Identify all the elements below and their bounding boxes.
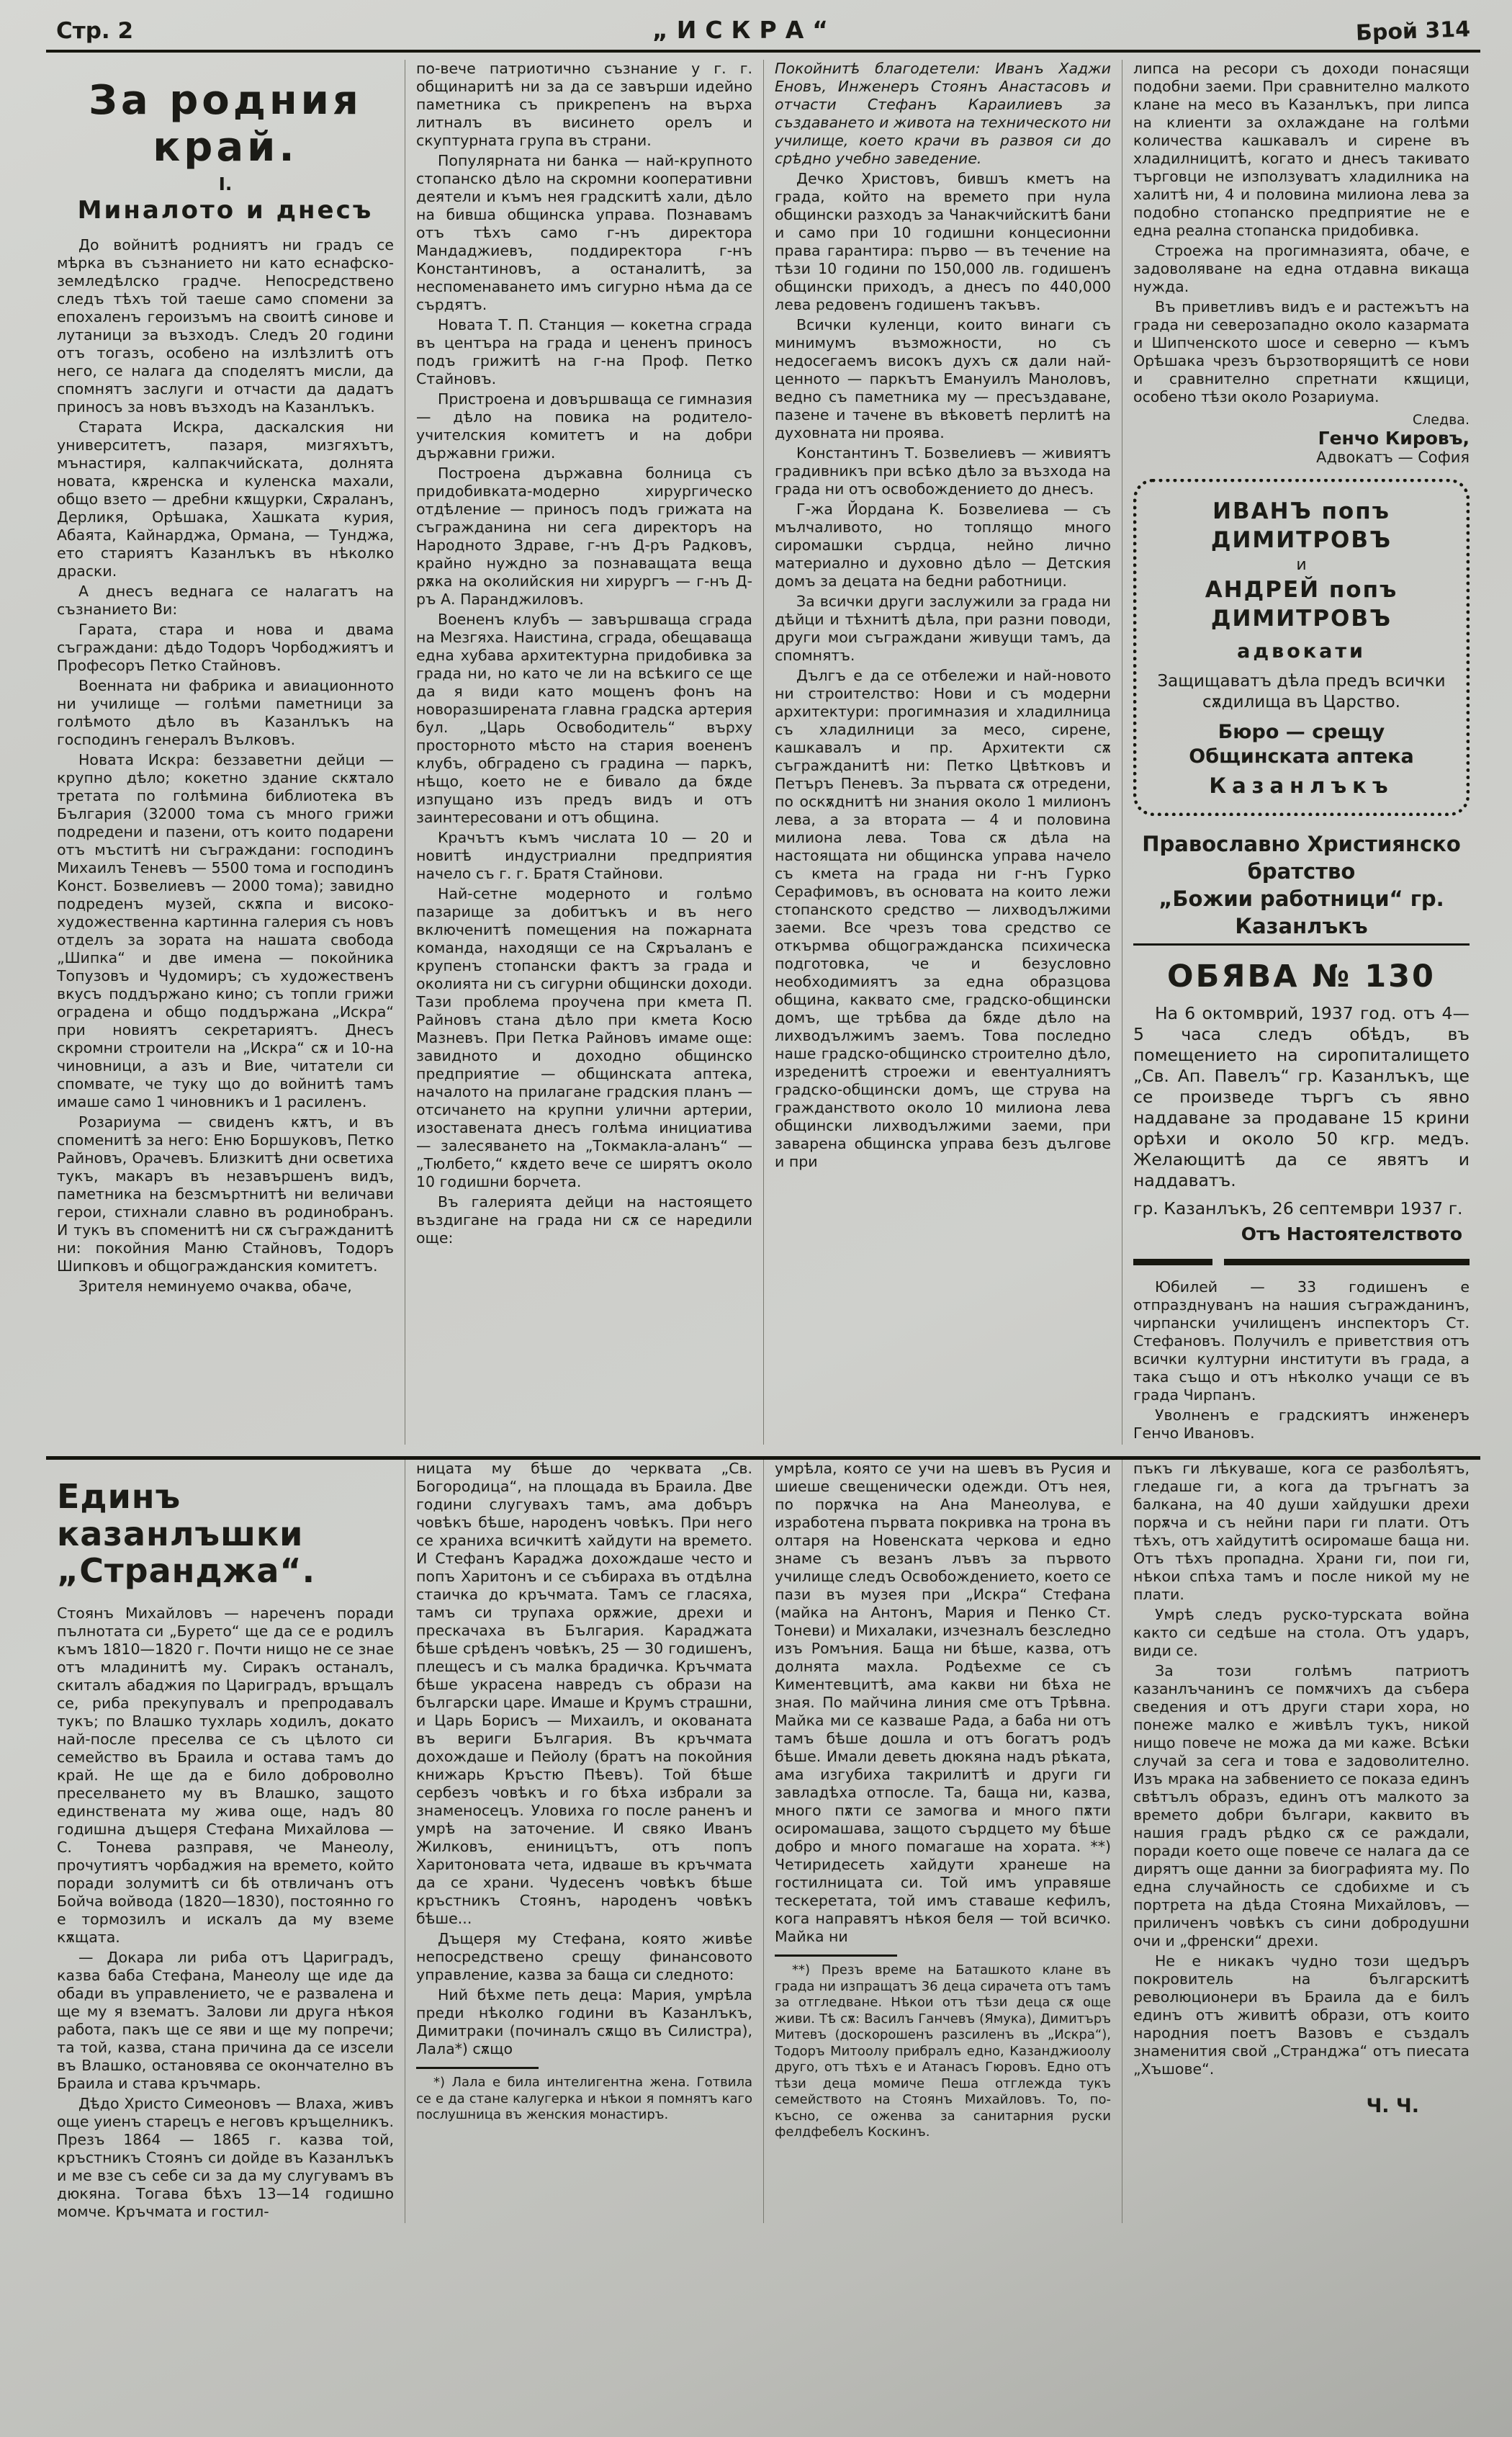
news-briefs [1133, 1278, 1470, 1442]
header-rule [46, 50, 1480, 53]
paragraph: Строежа на прогимназията, обаче, е задоволяване на една отдавна викаща нужда. [1133, 242, 1470, 295]
paragraph: За този голѣмъ патриотъ казанлъчанинъ се помѫчихъ да събера сведения и отъ други стари хора, но понеже малко е живѣлъ тукъ, никой нищо повече не можа да ми каже. Всѣки случай за сега и това е задоволително. Изъ мрака на забвението се показа единъ свѣтълъ образъ, единъ отъ малкото за времето добри българи, каквито въ нашия градъ рѣдко сѫ се раждали, поради което още повече се налага да се дирятъ още данни за биографията му. По една случайность се сдобихме и съ портрета на дѣда Стояна Михайловъ, — приличенъ човѣкъ съ сини добродушни очи и „френски“ дрехи. [1133, 1662, 1470, 1949]
footnote-separator-1 [416, 2067, 539, 2069]
article1-column3-text [775, 60, 1111, 1171]
paragraph: Константинъ Т. Бозвелиевъ — живиятъ градивникъ при всѣко дѣло за възхода на града ни отъ освобождението до днесъ. [775, 444, 1111, 498]
paragraph: Ний бѣхме петь деца: Мария, умрѣла преди нѣколко години въ Казанлъкъ, Димитраки (починалъ сѫщо въ Силистра), Лала*) сѫщо [416, 1986, 752, 2057]
ad-office-location: Бюро — срещу Общинската аптека [1189, 721, 1414, 768]
ad-services-text: Защищаватъ дѣла предъ всички сѫдилища въ Царство. [1157, 672, 1446, 712]
article1-signature [1133, 412, 1470, 466]
ad-profession-label: адвокати [1237, 640, 1366, 663]
announcement-title: ОБЯВА № 130 [1167, 959, 1436, 995]
brotherhood-line2: „Божии работници“ гр. Казанлъкъ [1158, 887, 1444, 938]
top-article-column-4 [1122, 60, 1480, 1445]
top-article-columns [46, 60, 1480, 1445]
paragraph: Умрѣ следъ руско-турската война както си седѣше на стола. Отъ ударъ, види се. [1133, 1606, 1470, 1659]
brotherhood-line1: Православно Християнско братство [1142, 832, 1461, 884]
article1-column4-text [1133, 60, 1470, 406]
paragraph: За всички други заслужили за града ни дѣйци и тѣхнитѣ дѣла, при разни поводи, други мои съграждани живущи тамъ, да спомнятъ. [775, 593, 1111, 664]
announcement-dateline: гр. Казанлъкъ, 26 септември 1937 г. [1133, 1198, 1463, 1218]
article1-part-number: I. [218, 174, 233, 194]
top-article-column-1 [46, 60, 405, 1445]
article2-column4-text [1133, 1460, 1470, 2115]
lawyers-advertisement-box [1133, 479, 1470, 816]
ad-lawyer-name-1: ИВАНЪ попъ ДИМИТРОВЪ [1210, 498, 1392, 553]
paragraph: Пристроена и довършваща се гимназия — дѣло на повика на родитело-учителския комитетъ и на добри държавни грижи. [416, 390, 752, 462]
paragraph: Стоянъ Михайловъ — нареченъ поради пълнотата си „Бурето“ ще да се е родилъ къмъ 1810—1820 г. Почти нищо не се знае отъ младинитѣ му. Сиракъ останалъ, скиталъ абаджия по Цариградъ, връщалъ се, риба прекупувалъ и препродавалъ тукъ; по Влашко тухларь ходилъ, докато най-после преселва се съ цѣлото си семейство въ Браила и остава тамъ до край. Не ще да е било доброволно преселването му въ Влашко, защото единствената му жива още, надъ 80 годишна дъщеря Стефана Михайлова — С. Тонева разправя, че Манеолу, прочутиятъ чорбаджия на времето, който поради золумитѣ си бѣ отвличанъ отъ Бойча войвода (1820—1830), постоянно го е тормозилъ и искалъ да му вземе кѫщата. [57, 1604, 394, 1946]
paragraph: Дъщеря му Стефана, която живѣе непосредствено срещу финансовото управление, казва за баща си следното: [416, 1930, 752, 1983]
paragraph: Г-жа Йордана К. Бозвелиева — съ мълчаливото, но топлящо много сиромашки сърдца, нейно лично материално и духовно дѣло — Детския домъ за децата на бедни работници. [775, 501, 1111, 590]
paragraph: по-вече патриотично съзнание у г. г. общинаритѣ ни за да се завърши идейно паметника съ прикрепенъ на върха литналъ въ висинето орелъ и скуптурната група въ страни. [416, 60, 752, 149]
paragraph: *) Лала е била интелигентна жена. Готвила се е да стане калугерка и нѣкои я помнятъ каго послушница въ женския монастиръ. [416, 2075, 752, 2122]
top-article-column-2 [405, 60, 763, 1445]
page-number-label: Стр. 2 [56, 18, 134, 44]
ad-lawyer-name-2: АНДРЕЙ попъ ДИМИТРОВЪ [1205, 577, 1398, 632]
announcement-block [1133, 959, 1470, 1244]
footnote-separator-2 [775, 1954, 897, 1957]
bottom-article-columns [46, 1460, 1480, 2223]
article2-column2-text [416, 1460, 752, 2058]
bottom-article-column-2 [405, 1460, 763, 2223]
announcement-body: На 6 октомврий, 1937 год. отъ 4—5 часа следъ обѣдъ, въ помещението на сиропиталището „Св. Ап. Павелъ“ гр. Казанлъкъ, ще се произведе търгъ съ явно наддаване за продаване 15 крини орѣхи и около 50 кгр. медъ. Желающитѣ да се явятъ и наддаватъ. [1133, 1003, 1470, 1190]
article1-column1-text [57, 236, 394, 1296]
paragraph: пъкъ ги лѣкуваше, кога се разболѣятъ, гледаше ги, а кога да тръгнатъ за балкана, на 40 души хайдушки дрехи порѫча и съ нейни пари ги плати. Отъ тѣхъ, отъ хайдутитѣ осиромаше баща ни. Отъ тѣхъ пропадна. Храни ги, пои ги, нѣкои спѣха тамъ и после никой му не плати. [1133, 1460, 1470, 1603]
to-be-continued-label: Следва. [1412, 412, 1470, 428]
paragraph: Гарата, стара и нова и двама съграждани: дѣдо Тодоръ Чорбоджиятъ и Професоръ Петко Стайновъ. [57, 621, 394, 674]
article1-column2-text [416, 60, 752, 1247]
paragraph: Уволненъ е градскиятъ инженеръ Генчо Ивановъ. [1133, 1406, 1470, 1442]
paragraph: До войнитѣ родниятъ ни градъ се мѣрка въ съзнанието ни като еснафско-земледѣлско градче. Непосредствено следъ тѣхъ той таеше само спомени за епохаленъ героизъмъ на своитѣ синове и лутаници за възходъ. Следъ 20 години отъ тогазъ, особено на излѣзлитѣ отъ него, се налага да споделятъ мисли, да спомнятъ заслуги и отчасти да дадатъ приносъ за новъ възходъ на Казанлъкъ. [57, 236, 394, 416]
paragraph: Воененъ клубъ — завършваща сграда на Мезгяха. Наистина, сграда, обещаваща една хубава архитектурна придобивка за града ни, но като че ли на всѣкиго се ще да я види като мощенъ фонъ на новоразширената главна градска артерия бул. „Царь Освободитель“ върху просторното мѣсто на стария воененъ клубъ, обградено съ градина — паркъ, нѣщо, което не е бивало да бѫде изпущано изъ предъ видъ и отъ заинтересовани и отъ община. [416, 611, 752, 826]
paragraph: **) Презъ време на Баташкото клане въ града ни изпращатъ 36 деца сирачета отъ тамъ за отгледване. Нѣкои отъ тѣзи деца сѫ още живи. Тѣ сѫ: Василъ Ганчевъ (Ямука), Димитъръ Митевъ (доскорошенъ разсиленъ въ „Искра“), Тодоръ Митоолу прибралъ едно, Казанджиоолу друго, отъ тѣхъ е и Атанасъ Гюровъ. Едно отъ тѣзи деца момиче Пеша отглежда тукъ семейството на Стоянъ Михайловъ. То, по-късно, се оженва за санитарния руски фелдфебелъ Коскинъ. [775, 1962, 1111, 2140]
ad-conjunction: и [1296, 556, 1307, 574]
paragraph: Всички куленци, които винаги съ минимумъ възможности, но съ недосегаемъ високъ духъ сѫ дали най-ценното — паркътъ Емануилъ Маноловъ, ведно съ паметника му — пресъздаване, пазене и тачене въ вѣковетѣ перлитѣ на духовната ни проява. [775, 316, 1111, 441]
article2-column1-text [57, 1605, 394, 2221]
article2-column3-text [775, 1460, 1111, 1946]
paragraph: Популярната ни банка — най-крупното стопанско дѣло на скромни кооперативни деятели и къмъ нея градскитѣ хали, дѣло на бивша общинска управа. Познавамъ отъ тѣхъ само г-нъ директора Мандаджиевъ, поддиректора г-нъ Константиновъ, а останалитѣ, за неспоменаването имъ сигурно нѣма да се сърдятъ. [416, 152, 752, 313]
article2-footnote-1 [416, 2075, 752, 2124]
article2-footnote-2 [775, 1962, 1111, 2141]
paragraph: Зрителя неминуемо очаква, обаче, [78, 1278, 352, 1295]
paragraph: Крачътъ къмъ числата 10 — 20 и новитѣ индустриални предприятия начело съ г. г. Братя Стайнови. [416, 829, 752, 882]
paragraph: Новата Т. П. Станция — кокетна сграда въ центъра на града и цененъ приносъ подъ грижитѣ на г-на Проф. Петко Стайновъ. [416, 316, 752, 387]
ad-city: Казанлъкъ [1209, 773, 1394, 798]
article2-title-line2: „Странджа“. [57, 1551, 316, 1591]
paragraph: Дѣдо Христо Симеоновъ — Влаха, живъ още уиенъ старецъ е неговъ кръщелникъ. Презъ 1864 — 1865 г. казва той, кръстникъ Стоянъ си дойде въ Казанлъкъ и ме взе съ себе си за да му слугувамъ въ дюкяна. Тогава бѣхъ 13—14 годишно момче. Кръчмата и гостил- [57, 2094, 394, 2220]
paragraph: Построена държавна болница съ придобивката-модерно хирургическо отдѣление — приносъ подъ грижата на съгражданина ни сега директоръ на Народното Здраве, г-нъ Д-ръ Радковъ, крайно нуждно за познаващата веща рѫка на околийския ни хирургъ — г-нъ Д-ръ А. Паранджиловъ. [416, 464, 752, 608]
bottom-article-column-4 [1122, 1460, 1480, 2223]
article1-title: За родния край. [89, 77, 362, 171]
issue-number-label: Брой 314 [1355, 17, 1471, 46]
paragraph: Дечко Христовъ, бившъ кметъ на града, който на времето при нула общински разходъ за Чанакчийскитѣ бани и само при 10 годишни концесионни права гарантира: първо — въ течение на тѣзи 10 години по 150,000 лв. годишенъ общински приходъ, а днесъ по 440,000 лева редовенъ годишенъ такъвъ. [775, 170, 1111, 313]
paragraph: А днесъ веднага се налагатъ на съзнанието Ви: [57, 583, 394, 618]
paragraph: Въ приветливъ видъ е и растежътъ на града ни северозападно около казармата и Шипченското шосе и северно — къмъ Орѣшака чрезъ бързотворящитѣ се нови и сравнително спретнати кѫщици, особено тѣзи около Розариума. [1133, 298, 1470, 405]
bottom-article-column-3 [763, 1460, 1122, 2223]
article2-title-line1: Единъ казанлъшки [57, 1477, 304, 1553]
paragraph: — Докара ли риба отъ Цариградъ, казва баба Стефана, Манеолу ще иде да обади въ управлението, че е развалена и ще му я взематъ. Залови ли друга нѣкоя работа, пакъ ще се яви и ще му попречи; та той, казва, стана причина да се изсели въ Влашко, остановява се окончателно въ Браила и става кръчмарь. [57, 1948, 394, 2092]
paragraph: Покойнитѣ благодетели: Иванъ Хаджи Еновъ, Инженеръ Стоянъ Анастасовъ и отчасти Стефанъ Караилиевъ за създаването и живота на техническото ни училище, което крачи въ развоя си до срѣдно учебно заведение. [775, 60, 1111, 167]
divider-bar-short [1133, 1259, 1212, 1265]
paragraph: ницата му бѣше до черквата „Св. Богородица“, на площада въ Браила. Две години слугувахъ тамъ, ама добъръ човѣкъ бѣше, народенъ човѣкъ. При него се храниха всичкитѣ хайдути на времето. И Стефанъ Караджа дохождаше често и попъ Харитонъ и се събираха въ отдѣлна стаичка до кръчмата. Тамъ се гласяха, тамъ си трупаха орѫжие, дрехи и прескачаха въ България. Караджата бѣше срѣденъ човѣкъ, 25 — 30 годишенъ, плещесъ и съ малка брадичка. Кръчмата бѣше украсена навредъ съ образи на български царе. Имаше и Крумъ страшни, и Царь Борисъ — Михаилъ, и окованата въ вериги България. Въ кръчмата дохождаше и Пейолу (братъ на покойния книжарь Кръстю Пѣевъ). Той бѣше сербезъ човѣкъ и го бѣха избрали за знаменосецъ. Уловиха го после раненъ и умрѣ на заточение. И свяко Иванъ Жилковъ, ениницътъ, отъ попъ Харитоновата чета, идваше въ кръчмата да се храни. Чудесенъ човѣкъ бѣше кръстникъ Стоянъ, народенъ човѣкъ бѣше... [416, 1460, 752, 1927]
paragraph: Розариума — свиденъ кѫтъ, и въ споменитѣ за него: Еню Боршуковъ, Петко Райновъ, Орачевъ. Близкитѣ дни осветиха тукъ, макаръ въ незавършенъ видъ, паметника на безсмъртнитѣ ни величави герои, стихнали славно въ родинобранъ. И тукъ въ споменитѣ ни сѫ съгражданитѣ ни: покойния Маню Стайновъ, Тодоръ Шипковъ и общогражданския комитетъ. [57, 1113, 394, 1275]
paragraph: Ч. Ч. [1366, 2095, 1419, 2117]
paragraph: Новата Искра: беззаветни дейци — крупно дѣло; кокетно здание скѫтало третата по голѣмина библиотека въ България (32000 тома съ много грижи подредени и пазени, отъ които подарени отъ мъститѣ ни съграждани: господинъ Михаилъ Теневъ — 5500 тома и господинъ Конст. Бозвелиевъ — 2000 тома); завидно подреденъ музей, скѫпа и високо-художественна картинна галерия съ новъ отделъ за зората на нашата свобода „Шипка“ и две имена — покойника Топузовъ и Чудомиръ; съ художественъ вкусъ поддържано кино; съ топли грижи оградена и общо поддържана „Искра“ при новиятъ секретариятъ. Днесъ скромни строители на „Искра“ сѫ и 10-на чиновници, а азъ и Вие, читатели си спомвате, че туку що до войнитѣ тамъ имаше само 1 чиновникъ и 1 расиленъ. [57, 751, 394, 1110]
paragraph: Юбилей — 33 годишенъ е отпразднуванъ на нашия съгражданинъ, чирпански училищенъ инспекторъ Ст. Стефановъ. Получилъ е приветствия отъ всички културни институти въ града, а така също и отъ нѣколко учащи се въ града Чирпанъ. [1133, 1278, 1470, 1404]
top-article-column-3 [763, 60, 1122, 1445]
paragraph: Военната ни фабрика и авиационното ни училище — голѣми паметници за голѣмото дѣло въ Казанлъкъ на господинъ генералъ Вълковъ. [57, 677, 394, 748]
paragraph: Старата Искра, даскалския ни университетъ, пазаря, мизгяхътъ, мънастиря, калпакчийската, долнята новата, кѫренска и куленска махали, общо взето — дребни кѫщурки, Сѫраланъ, Дерликя, Орѣшака, Хашката курия, Абаята, Кайнарджа, Ормана, — Тунджа, ето стариятъ Казанлъкъ въ нѣколко драски. [57, 418, 394, 580]
author-name: Генчо Кировъ, [1318, 428, 1470, 449]
author-role: Адвокатъ — София [1316, 449, 1470, 466]
paragraph: умрѣла, която се учи на шевъ въ Русия и шиеше свещенически одежди. Отъ нея, по порѫчка на Ана Манеолува, е изработена първата покривка на трона въ олтаря на Новенската черкова и едно знаме съ везанъ лъвъ за първото училище следъ Освобождението, което се пази въ музея при „Искра“ Стефана (майка на Антонъ, Мария и Пенко Ст. Тоневи) и Михалаки, изчезналъ безследно изъ Ромъния. Баща ни бѣше, казва, отъ долнята махла. Родѣехме се съ Киментевцитѣ, ама какви ни бѣха не зная. По майчина линия сме отъ Трѣвна. Майка ми се казваше Рада, а баба ни отъ тамъ бѣше дошла и отъ богатъ родъ бѣше. Имали деветь дюкяна надъ рѣката, ама изгубиха такрилитѣ и други ги завладѣха отпосле. Та, баща ни, казва, много пѫти се замогва и много пѫти осиромашава, защото сърдцето му бѣше добро и много помагаше на хората. **) Четиридесеть хайдути хранеше на гостилницата си. Той имъ управяше тескеретата, той имъ ставаше кефилъ, кога направятъ нѣкоя беля — той всичко. Майка ни [775, 1460, 1111, 1945]
divider-bar-long [1224, 1259, 1470, 1265]
announcement-signature: Отъ Настоятелството [1241, 1224, 1462, 1244]
article2-title [57, 1478, 394, 1590]
bottom-article-column-1 [46, 1460, 405, 2223]
page-header [46, 10, 1480, 45]
paragraph: Не е никакъ чудно този щедъръ покровитель на българскитѣ революционери въ Браила да е билъ единъ отъ живитѣ образи, отъ които народния поетъ Вазовъ е създалъ знаменития свой „Странджа“ отъ пиесата „Хъшове“. [1133, 1952, 1470, 2078]
section-divider-bars [1133, 1259, 1470, 1265]
brotherhood-heading [1133, 830, 1470, 946]
paragraph: липса на ресори съ доходи понасящи подобни заеми. При сравнително малкото клане на месо въ Казанлъкъ, при липса на клиенти за охлаждане на голѣми количества кашкавалъ и сирене въ хладилницитѣ, когато и днесъ такивато търговци не използуватъ хладилника на халитѣ ни, 4 и половина милиона лева за подобно стопанско предприятие не е една реална стопанска придобивка. [1133, 60, 1470, 239]
paragraph: Най-сетне модерното и голѣмо пазарище за добитъкъ и въ него включенитѣ помещения на пожарната команда, находящи се на Сѫръаланъ е крупенъ стопански фактъ за града и околията ни съ сигурни общински доходи. Тази проблема проучена при кмета П. Райновъ стана дѣло при кмета Косю Мазневъ. При Петка Райновъ имаме още: завидното и доходно общинско предприятие — общинската аптека, началото на прилагане градския планъ — отсичането на крупни улични артерии, изоставената днесъ голѣма инициатива — залесяването на „Токмакла-аланъ“ — „Тюлбето,“ кѫдето вече се ширятъ около 10 годишни борчета. [416, 885, 752, 1190]
newspaper-masthead: „ИСКРА“ [652, 16, 837, 44]
paragraph: Въ галерията дейци на настоящето въздигане на града ни сѫ се наредили още: [416, 1193, 752, 1247]
article1-subtitle: Миналото и днесъ [77, 196, 374, 225]
paragraph: Дългъ е да се отбележи и най-новото ни строителство: Нови и съ модерни архитектури: прогимназия и хладилница съ хладилници за месо, сирене, кашкавалъ и пр. Архитекти сѫ съгражданитѣ ни: Петко Цвѣтковъ и Петъръ Пеневъ. За първата сѫ отредени, по оскѫднитѣ ни знания около 1 милионъ лева, а за втората — 4 и половина милиона лева. Това сѫ дѣла на настоящата ни общинска управа начело съ кмета на града ни г-нъ Гурко Серафимовъ, въ основата на които лежи стопанското средство — лихводължими заеми. Все чрезъ това средство се откърмва общогражданска психическа подготовка, че и безусловно необходимиятъ за една образцова община, каквато сме, градско-общински домъ, ще трѣбва да бѫде дѣло на лихводължимъ заемъ. Това последно наше градско-общинско строително дѣло, изреденитѣ строежи и евентуалниятъ градско-общински домъ, ще струва на гражданството около 10 милиона лева общински лихводължими заеми, при заварена общинска управа безъ дългове и при [775, 667, 1111, 1170]
